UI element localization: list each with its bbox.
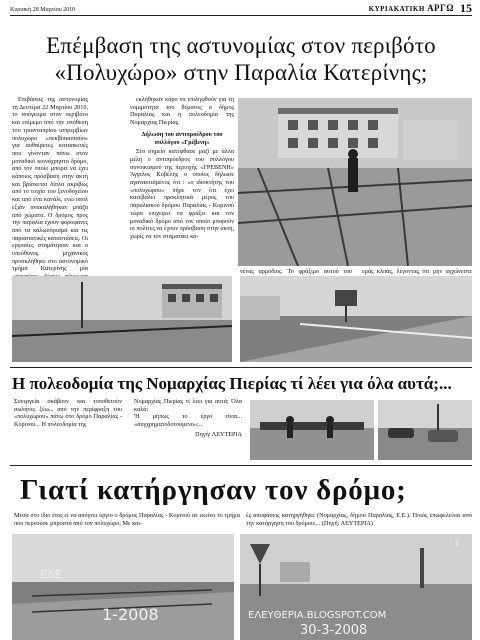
article3-col1-text: Μέσα στο ίδιο έτος εί να απόγνει όργιο ο δρόμος Παραλίας - Κορινού σε εκείνο το τμήμα που περνούσε μπροστά από τον πολυχώρο; Με κοι-: [14, 512, 240, 527]
road-works-image: [240, 534, 472, 640]
article1-col2-para2: Στο σημείο κατέφθασε μαζί με άλλα μέλη ο αντιπρόεδρος του συλλόγου συνοικισμού της περιοχής «ΓΡΕΒΕΝΗ» Άγγελος Κυβέλης ο οποίος δήλωσε αγανακτισμένος ότι : «ο ιδιοκτήτης του «πολυχώρου» πήρε τον ότι έχει κατεβάλει προκλητικά μέρος του παραλιακού δρόμου Παραλίας - Κορινού τώρα επιχειρεί να φράξει και τον μοναδικό δρόμο από τον οποίο μπορούν οι πολίτες να έχουν πρόσβαση στην ακτή, χωρίς να τον σταματάει κα-: [130, 148, 234, 240]
article1-title-line1: Επέμβαση της αστυνομίας στον περιβότο: [46, 33, 436, 58]
road-sign-image: [240, 276, 472, 362]
article1-column2: [130, 96, 234, 241]
watermark-left-top: ΕΛΕ: [40, 568, 62, 581]
road-works-photo: [240, 534, 472, 640]
page-number: 15: [460, 1, 472, 15]
article2-column1: [14, 398, 122, 429]
pipes-road-image: [12, 276, 232, 362]
newspaper-prefix: ΚΥΡΙΑΚΑΤΙΚΗ: [368, 5, 425, 13]
construction-site-photo: [238, 98, 472, 266]
article1-col3-text: νένας αρμόδιος. Το φράξιμο αυτού του: [240, 268, 352, 275]
article1-col4-text: εμάς κλπάς, λέγοντας ότι μην αγχώνεστε: [362, 268, 472, 275]
article2-column2: [134, 398, 242, 439]
article3-column2: [246, 512, 472, 527]
construction-field-image: [12, 534, 234, 640]
workers-pipe-image: [250, 400, 374, 460]
cars-street-photo: [378, 400, 472, 460]
section-divider-2: [10, 465, 472, 466]
article1-col1-text: Επιβάσεις της αστυνομίας τη Δευτέρα 22 Μαρτίου 2010, το απόγευμα στον περιβότο και επίμεμο από την υπόθεση του τριανταπρίου ισπρεμβίων πολυχώρο «πεκβίπιασιαύο» για αυθαίρετες κατασκευές που γίνονταν πάνω στον μοναδικό κοινόχρηστο δρόμο, από τον οποίο μπορεί να έχει κάποιος πρόσβαση στην ακτή και βρίσκεται δίπλα ακριβώς από το τοιχίο του ξενοδοχείου και από ένα κανάλι, ενώ υπολ εξιάν ανακαλήθηκαν μπάζα από χώματα. Ο δρόμος προς την παραλία έχουν φοροφάνες από τα καλωσόρισμα και τις παραστατικές καταστάσεις. Οι εργασίες σταμάτησαν και ο υπεύθυνος μηχανικός προσκλήθηκε στο αστυνομικό τμήμα Κατερίνης μία: [12, 96, 88, 273]
page-header: [10, 2, 472, 16]
article1-column1: [12, 96, 88, 289]
article1-title: [10, 32, 472, 86]
article1-col2-para1: εκλήθηκαν κάρο να επιληφθούν για τη νομιμότητα του θέματος ο δήμος Παραλίας και η πολεοδομία της Νομαρχίας Πιερίας.: [130, 96, 234, 127]
article2-source: Πηγή: ΛΕΥΤΕΡΙΑ: [195, 430, 242, 438]
newspaper-title: ΑΡΓΩ: [427, 3, 454, 13]
watermark-left-bottom: 1-2008: [102, 605, 159, 624]
article3-col2-text: ές αποφάσεις κατηργήθηκε (Νομαρχίας, δήμου Παραλίας, Ε.Ε.). Ποιός επωφελείται από την κατάργηση του δρόμου;... (Πηγή: ΛΕΥΤΕΡΙΑ): [246, 512, 472, 527]
watermark-right-bottom: 30-3-2008: [300, 623, 368, 638]
pipes-road-photo: [12, 276, 232, 362]
road-sign-photo: [240, 276, 472, 362]
watermark-corner: 1: [454, 539, 460, 549]
section-divider: [10, 367, 472, 368]
article1-subhead: Δήλωση του αντιπροέδρου του συλλόγου «Γρέβενη»: [141, 130, 223, 146]
newspaper-name: [369, 3, 454, 13]
article3-column1: [14, 512, 240, 527]
article2-col2-text: Νομαρχίας Πιερίας τί λέει για αυτά; Όλα καλά; 'Η μήπως το έργο είναι... «συγχρηματοδοτούμενο»;...: [134, 398, 242, 429]
article1-title-line2: «Πολυχώρο» στην Παραλία Κατερίνης;: [54, 60, 428, 85]
article2-col1-text: Συνεργεία σκάβουν και τοποθετούν σωλήνες ξέω... από την περίφραξη του «πολυχώρου» πάνω στο δρόμο Παραλίας - Κορινού... Η πολεοδομία της: [14, 398, 122, 429]
article3-title: Γιατί κατήργησαν τον δρόμο;: [20, 474, 407, 506]
construction-field-photo: [12, 534, 234, 640]
watermark-right-top: ΕΛΕΥΘΕΡΙΑ.BLOGSPOT.COM: [248, 610, 387, 621]
construction-site-image: [238, 98, 472, 266]
workers-pipe-photo: [250, 400, 374, 460]
cars-street-image: [378, 400, 472, 460]
issue-date: Κυριακή 28 Μαρτίου 2010: [10, 7, 76, 13]
article2-title: Η πολεοδομία της Νομαρχίας Πιερίας τί λέει για όλα αυτά;...: [12, 374, 452, 393]
